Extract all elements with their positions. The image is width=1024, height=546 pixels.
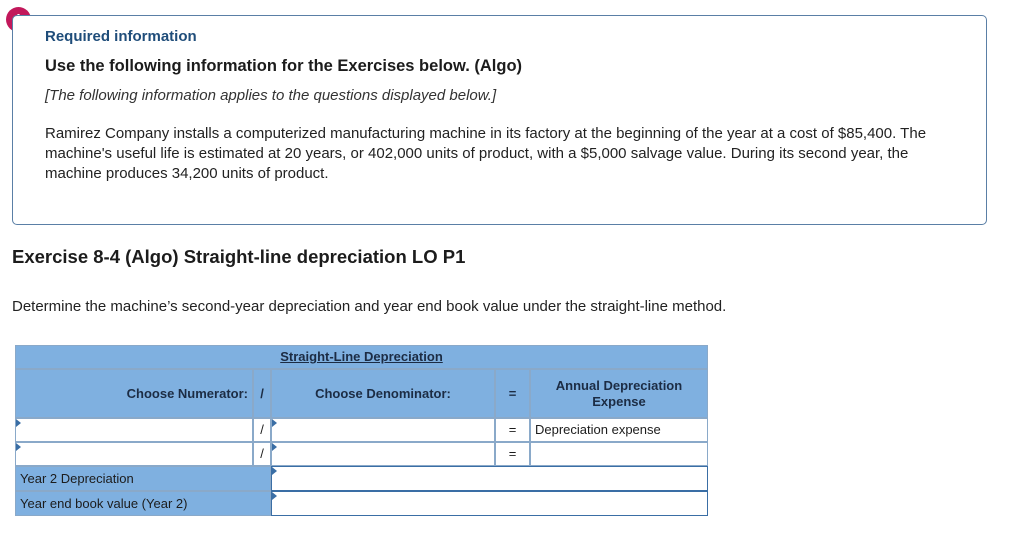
- equals-symbol: =: [495, 442, 530, 466]
- dropdown-marker-icon: [272, 443, 277, 451]
- numerator-input-row-1[interactable]: [15, 418, 253, 442]
- dropdown-marker-icon: [16, 443, 21, 451]
- required-info-title: Required information: [45, 28, 197, 45]
- input-marker-icon: [272, 467, 277, 475]
- equals-symbol: =: [495, 418, 530, 442]
- dropdown-marker-icon: [16, 419, 21, 427]
- straight-line-depreciation-table: [15, 345, 708, 516]
- required-info-box: [12, 15, 987, 225]
- divide-symbol: /: [253, 442, 271, 466]
- result-header: Annual Depreciation Expense: [530, 369, 708, 418]
- use-info-heading: Use the following information for the Exercises below. (Algo): [45, 57, 523, 75]
- denominator-input-row-1[interactable]: [271, 418, 495, 442]
- numerator-input-row-2[interactable]: [15, 442, 253, 466]
- applies-note: [The following information applies to the questions displayed below.]: [45, 87, 497, 104]
- denominator-header: Choose Denominator:: [271, 369, 495, 418]
- problem-description: Ramirez Company installs a computerized manufacturing machine in its factory at the beginning of the year at a cost of $85,400. The machine's useful life is estimated at 20 years, or 402,000 units of product, with a $5,000 salvage value. During its second year, the machine produces 34,200 units of product.: [45, 125, 927, 182]
- input-marker-icon: [272, 492, 277, 500]
- numerator-header: Choose Numerator:: [15, 369, 253, 418]
- year-end-book-value-input[interactable]: [271, 491, 708, 516]
- divide-symbol: /: [253, 418, 271, 442]
- exercise-instruction: Determine the machine’s second-year depreciation and year end book value under the straight-line method.: [12, 298, 727, 315]
- table-banner: Straight-Line Depreciation: [15, 345, 708, 369]
- equals-header: =: [495, 369, 530, 418]
- dropdown-marker-icon: [272, 419, 277, 427]
- year-2-depreciation-input[interactable]: [271, 466, 708, 491]
- divide-header: /: [253, 369, 271, 418]
- year-2-depreciation-label: Year 2 Depreciation: [15, 466, 271, 491]
- year-end-book-value-label: Year end book value (Year 2): [15, 491, 271, 516]
- denominator-input-row-2[interactable]: [271, 442, 495, 466]
- result-label: [530, 442, 708, 466]
- result-label: Depreciation expense: [530, 418, 708, 442]
- exercise-title: Exercise 8-4 (Algo) Straight-line depreciation LO P1: [12, 246, 466, 267]
